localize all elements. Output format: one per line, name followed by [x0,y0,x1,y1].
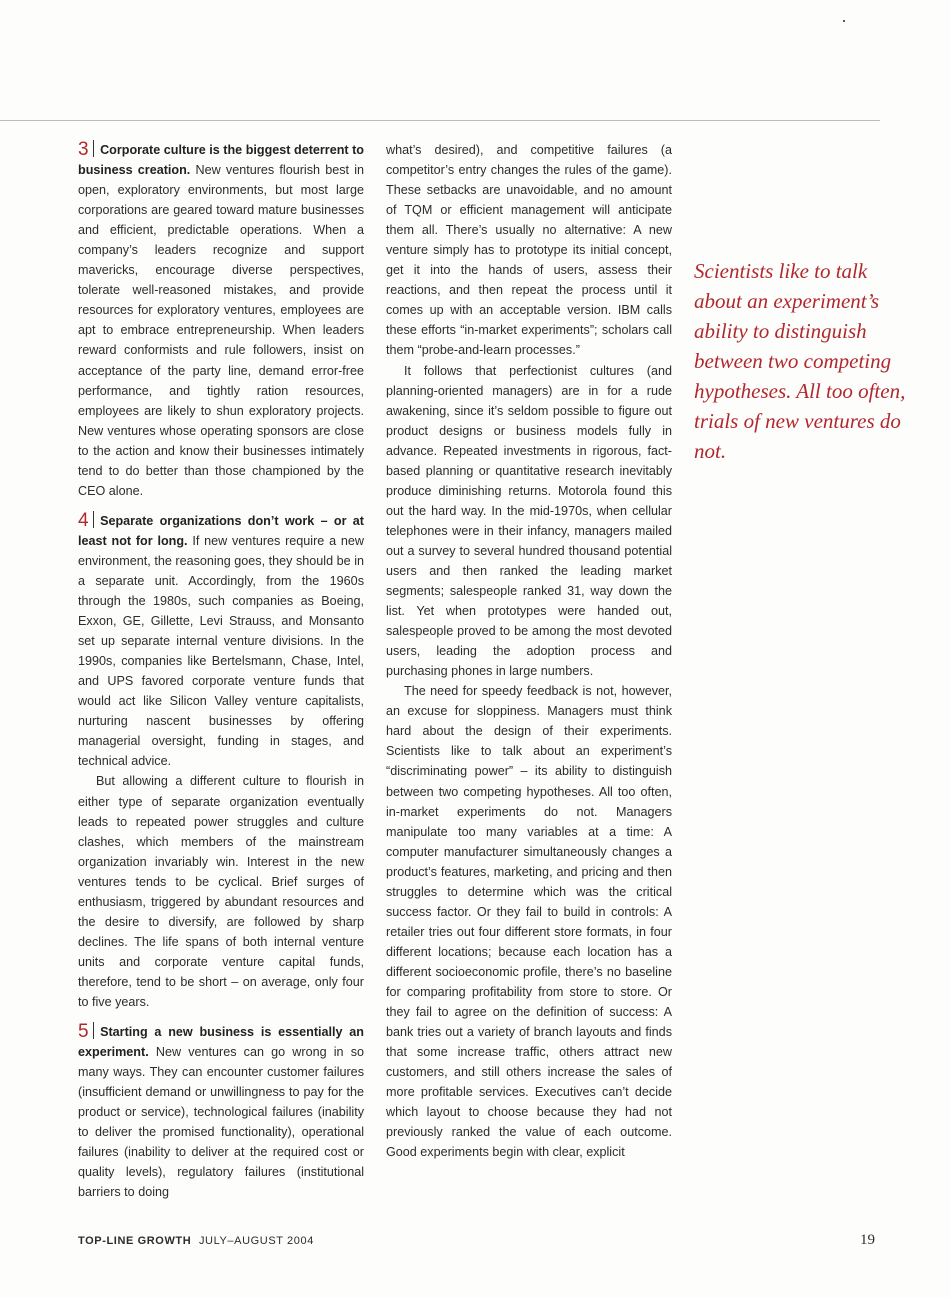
number-divider [93,1022,95,1039]
section-body: New ventures can go wrong in so many ways. They can encounter customer failures (insufficient demand or unwillingness to pay for the product or service), technological failures (inability to deliver the promised functionality), operational failures (inability to deliver at the required cost or quality levels), regulatory failures (institutional barriers to doing [78,1045,364,1200]
column-left [78,140,364,1202]
speck [843,20,845,22]
section-lead: Corporate culture is the biggest deterrent to business creation. [78,143,364,178]
paragraph: It follows that perfectionist cultures (and planning-oriented managers) are in for a rude awakening, since it’s seldom possible to figure out product designs or business models fully in advance. Repeated investments in rigorous, fact-based planning or quantitative research inevitably produce diminishing returns. Motorola found this out the hard way. In the mid-1970s, when cellular telephones were in their infancy, managers mailed out a survey to several hundred thousand potential users and then ranked the leading market segments; salespeople ranked 31, way down the list. Yet when prototypes were handed out, salespeople proved to be among the most devoted users, leading the adoption process and purchasing phones in large numbers. [386,363,672,679]
section-number: 4 [78,509,89,531]
section-4 [78,511,364,772]
publication-name: TOP-LINE GROWTH [78,1235,192,1247]
section-number: 3 [78,139,89,160]
pull-quote: Scientists like to talk about an experiment’s ability to distinguish between two competing hypotheses. All too often, trials of new ventures do not. [694,259,906,463]
section-body: If new ventures require a new environment, the reasoning goes, they should be in a separate unit. Accordingly, from the 1960s through the 1980s, such companies as Boeing, Exxon, GE, Gillette, Levi Strauss, and Monsanto set up separate internal venture divisions. In the 1990s, companies like Bertelsmann, Chase, Intel, and UPS favored corporate venture funds that would act like Silicon Valley venture capitalists, nurturing nascent businesses by offering managerial oversight, funding in stages, and technical advice. [78,533,364,769]
issue-date: JULY–AUGUST 2004 [198,1235,314,1247]
section-lead: Starting a new business is essentially an experiment. [78,1025,364,1060]
header-rule [0,120,880,121]
section-4-paragraph-2: But allowing a different culture to flourish in either type of separate organization eventually leads to repeated power struggles and culture clashes, which members of the mainstream organization invariably win. Interest in the new ventures tends to be cyclical. Brief surges of enthusiasm, triggered by abundant resources and the desire to diversify, are followed by sharp declines. The life spans of both internal venture units and corporate venture capital funds, therefore, tend to be short – on average, only four to five years. [78,774,364,1009]
paragraph: The need for speedy feedback is not, however, an excuse for sloppiness. Managers must think hard about the design of their experiments. Scientists like to talk about an experiment’s “discriminating power” – its ability to distinguish between two competing hypotheses. All too often, in-market experiments do not. Managers manipulate too many variables at a time: A computer manufacturer simultaneously changes a product’s features, marketing, and pricing and then struggles to determine which was the critical success factor. Or they fail to build in controls: A retailer tries out four different store formats, in four different locations; because each location has a different socioeconomic profile, there’s no baseline for comparing profitability from store to store. Or they fail to agree on the definition of success: A bank tries out a variety of branch layouts and finds that some increase traffic, others attract new customers, and still others increase the sales of more profitable services. Executives can’t decide which layout to choose because they had not previously ranked the value of each outcome. Good experiments begin with clear, explicit [386,684,672,1160]
paragraph: what’s desired), and competitive failures (a competitor’s entry changes the rules of the game). These setbacks are unavoidable, and no amount of TQM or efficient management will anticipate them all. There’s usually no alternative: A new venture simply has to prototype its initial concept, get it into the hands of users, assess their reactions, and then repeat the process until it comes up with an acceptable version. IBM calls these efforts “in-market experiments”; scholars call them “probe-and-learn processes.” [386,143,672,358]
running-footer [78,1235,314,1247]
number-divider [93,140,95,157]
number-divider [93,511,95,528]
section-body: New ventures flourish best in open, exploratory environments, but most large corporations are geared toward mature businesses and efficient, predictable operations. When a company’s leaders recognize and support mavericks, encourage diverse perspectives, tolerate well-reasoned mistakes, and provide resources for exploratory ventures, employees are apt to embrace entrepreneurship. When leaders reward conformists and rule followers, insist on acceptance of the party line, demand error-free performance, and tightly ration resources, employees are likely to shun exploratory projects. New ventures whose operating sponsors are close to the action and know their businesses intimately tend to do better than those championed by the CEO alone. [78,163,364,498]
page-number: 19 [860,1232,875,1248]
section-3 [78,140,364,501]
section-lead: Separate organizations don’t work – or at least not for long. [78,513,364,548]
column-middle [386,140,672,1162]
section-number: 5 [78,1021,89,1043]
section-5 [78,1022,364,1202]
